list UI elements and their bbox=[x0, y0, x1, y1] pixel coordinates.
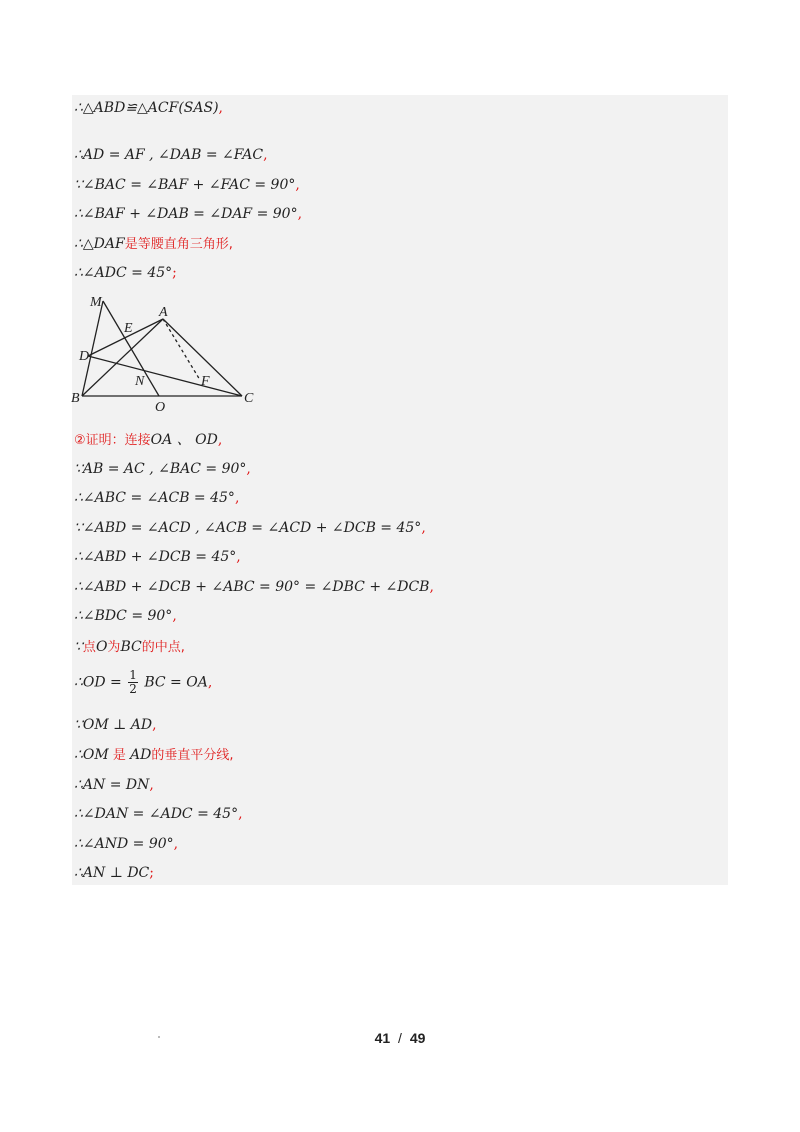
segment-mo bbox=[103, 301, 159, 396]
proof-line: ∴△ABD≌△ACF(SAS), bbox=[74, 100, 223, 116]
proof-line: ∴∠ABC = ∠ACB = 45°, bbox=[74, 490, 240, 506]
label-b: B bbox=[71, 391, 80, 406]
page-separator: / bbox=[398, 1030, 402, 1046]
proof-line: ②证明：连接OA 、 OD, bbox=[74, 432, 223, 448]
proof-line: ∴∠BDC = 90°, bbox=[74, 608, 177, 624]
proof-line: ∴∠ABD + ∠DCB = 45°, bbox=[74, 549, 241, 565]
proof-line: ∴AN ⊥ DC; bbox=[74, 865, 154, 881]
proof-line: ∵∠ABD = ∠ACD , ∠ACB = ∠ACD + ∠DCB = 45°, bbox=[74, 520, 426, 536]
proof-line: ∵∠BAC = ∠BAF + ∠FAC = 90°, bbox=[74, 177, 300, 193]
proof-line: ∴△DAF是等腰直角三角形, bbox=[74, 236, 233, 252]
proof-line: ∴OD = $\frac{1}{2}$ BC = OA, bbox=[74, 668, 213, 696]
total-pages: 49 bbox=[409, 1030, 426, 1046]
proof-line: ∴∠BAF + ∠DAB = ∠DAF = 90°, bbox=[74, 206, 303, 222]
label-o: O bbox=[155, 400, 166, 415]
current-page: 41 bbox=[374, 1030, 391, 1046]
proof-line: ∴OM 是 AD的垂直平分线, bbox=[74, 747, 234, 763]
label-f: F bbox=[201, 374, 210, 389]
proof-line: ∴∠AND = 90°, bbox=[74, 836, 179, 852]
geometry-figure bbox=[70, 290, 270, 415]
fraction: $\frac{1}{2}$ bbox=[129, 668, 137, 696]
proof-line: ∴∠ADC = 45°; bbox=[74, 265, 177, 281]
proof-line: ∴AN = DN, bbox=[74, 777, 154, 793]
segment-dc bbox=[88, 356, 242, 396]
label-c: C bbox=[244, 391, 254, 406]
proof-line: ∵AB = AC , ∠BAC = 90°, bbox=[74, 461, 251, 477]
proof-line: ∵OM ⊥ AD, bbox=[74, 717, 157, 733]
label-a: A bbox=[159, 305, 168, 320]
proof-line: ∴AD = AF , ∠DAB = ∠FAC, bbox=[74, 147, 268, 163]
proof-line: ∵点O为BC的中点, bbox=[74, 639, 185, 655]
proof-line: ∴∠DAN = ∠ADC = 45°, bbox=[74, 806, 243, 822]
label-m: M bbox=[90, 295, 102, 310]
label-e: E bbox=[124, 321, 133, 336]
label-n: N bbox=[135, 374, 145, 389]
page-number bbox=[0, 1030, 800, 1046]
proof-line: ∴∠ABD + ∠DCB + ∠ABC = 90° = ∠DBC + ∠DCB, bbox=[74, 579, 434, 595]
label-d: D bbox=[79, 349, 90, 364]
